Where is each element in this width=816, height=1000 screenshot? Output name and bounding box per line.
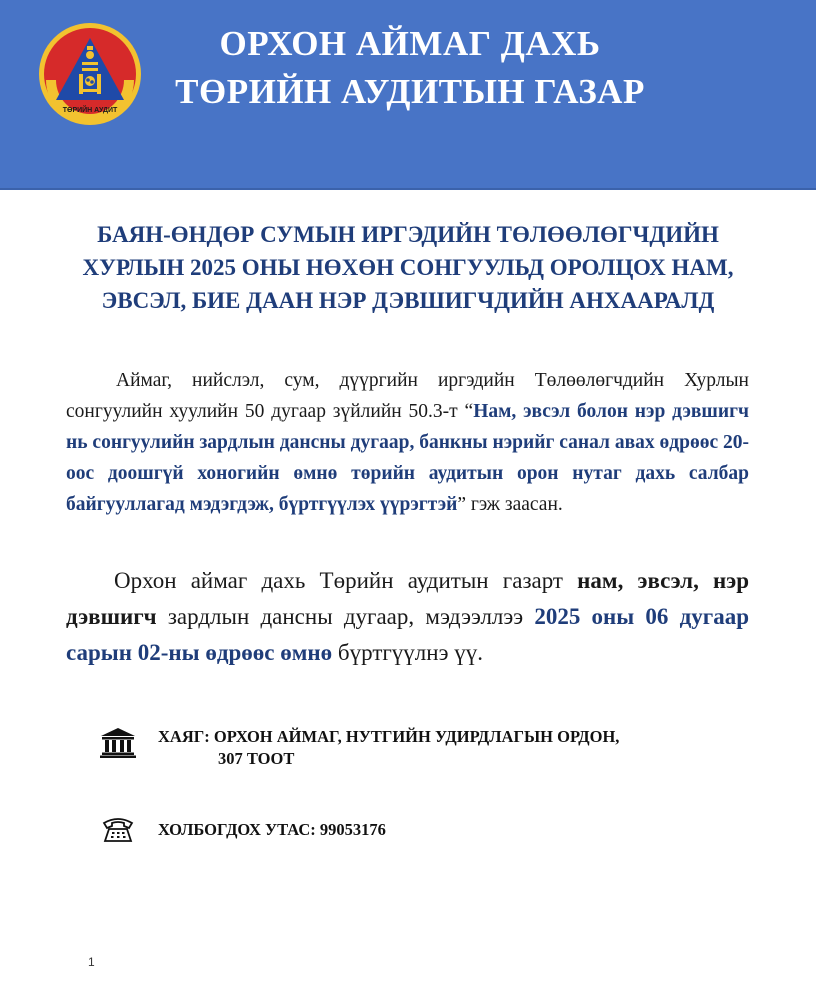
header-banner: [0, 0, 816, 190]
address-row: [98, 726, 619, 770]
para1-end: ” гэж заасан.: [457, 494, 563, 515]
building-icon: [98, 726, 138, 758]
address-line2: 307 ТООТ: [218, 749, 295, 768]
telephone-icon: [98, 815, 138, 847]
para2-part1: Орхон аймаг дахь Төрийн аудитын газарт: [114, 568, 578, 593]
para2-part2: зардлын дансны дугаар, мэдээллээ: [156, 604, 535, 629]
para1-intro: Аймаг, нийслэл, сум, дүүргийн иргэдийн Төлөөлөгчдийн Хурлын сонгуулийн хуулийн 50 дугаар зүйлийн 50.3-т “: [66, 370, 749, 422]
law-quote: Нам, эвсэл болон нэр дэвшигч нь сонгуулийн зардлын дансны дугаар, банкны нэрийг санал авах өдрөөс 20-оос доошгүй хоногийн өмнө төрийн аудитын орон нутаг дахь салбар байгууллагад мэдэгдэж, бүртгүүлэх үүрэгтэй: [66, 401, 749, 515]
registration-deadline: 2025 оны 06 дугаар сарын 02-ны өдрөөс өмнө: [66, 604, 749, 665]
phone-row: [98, 815, 386, 847]
state-audit-emblem-icon: [38, 22, 142, 126]
page-number: 1: [88, 955, 95, 969]
notice-heading: БАЯН-ӨНДӨР СУМЫН ИРГЭДИЙН ТӨЛӨӨЛӨГЧДИЙН ХУРЛЫН 2025 ОНЫ НӨХӨН СОНГУУЛЬД ОРОЛЦОХ НАМ, ЭВСЭЛ, БИЕ ДААН НЭР ДЭВШИГЧДИЙН АНХААРАЛД: [82, 222, 734, 313]
address-text: [158, 726, 619, 770]
para2-parties: нам, эвсэл, нэр дэвшигч: [66, 568, 749, 629]
registration-instruction-paragraph: [66, 563, 749, 671]
organization-title-line2: ТӨРИЙН АУДИТЫН ГАЗАР: [175, 72, 645, 111]
law-reference-paragraph: [66, 365, 749, 520]
para2-end: бүртгүүлнэ үү.: [332, 640, 483, 665]
phone-text: ХОЛБОГДОХ УТАС: 99053176: [158, 820, 386, 839]
emblem-text: ТӨРИЙН АУДИТ: [62, 107, 118, 114]
organization-title: [150, 20, 670, 116]
address-line1: ХАЯГ: ОРХОН АЙМАГ, НУТГИЙН УДИРДЛАГЫН ОРДОН,: [158, 727, 620, 746]
organization-title-line1: ОРХОН АЙМАГ ДАХЬ: [219, 24, 601, 63]
